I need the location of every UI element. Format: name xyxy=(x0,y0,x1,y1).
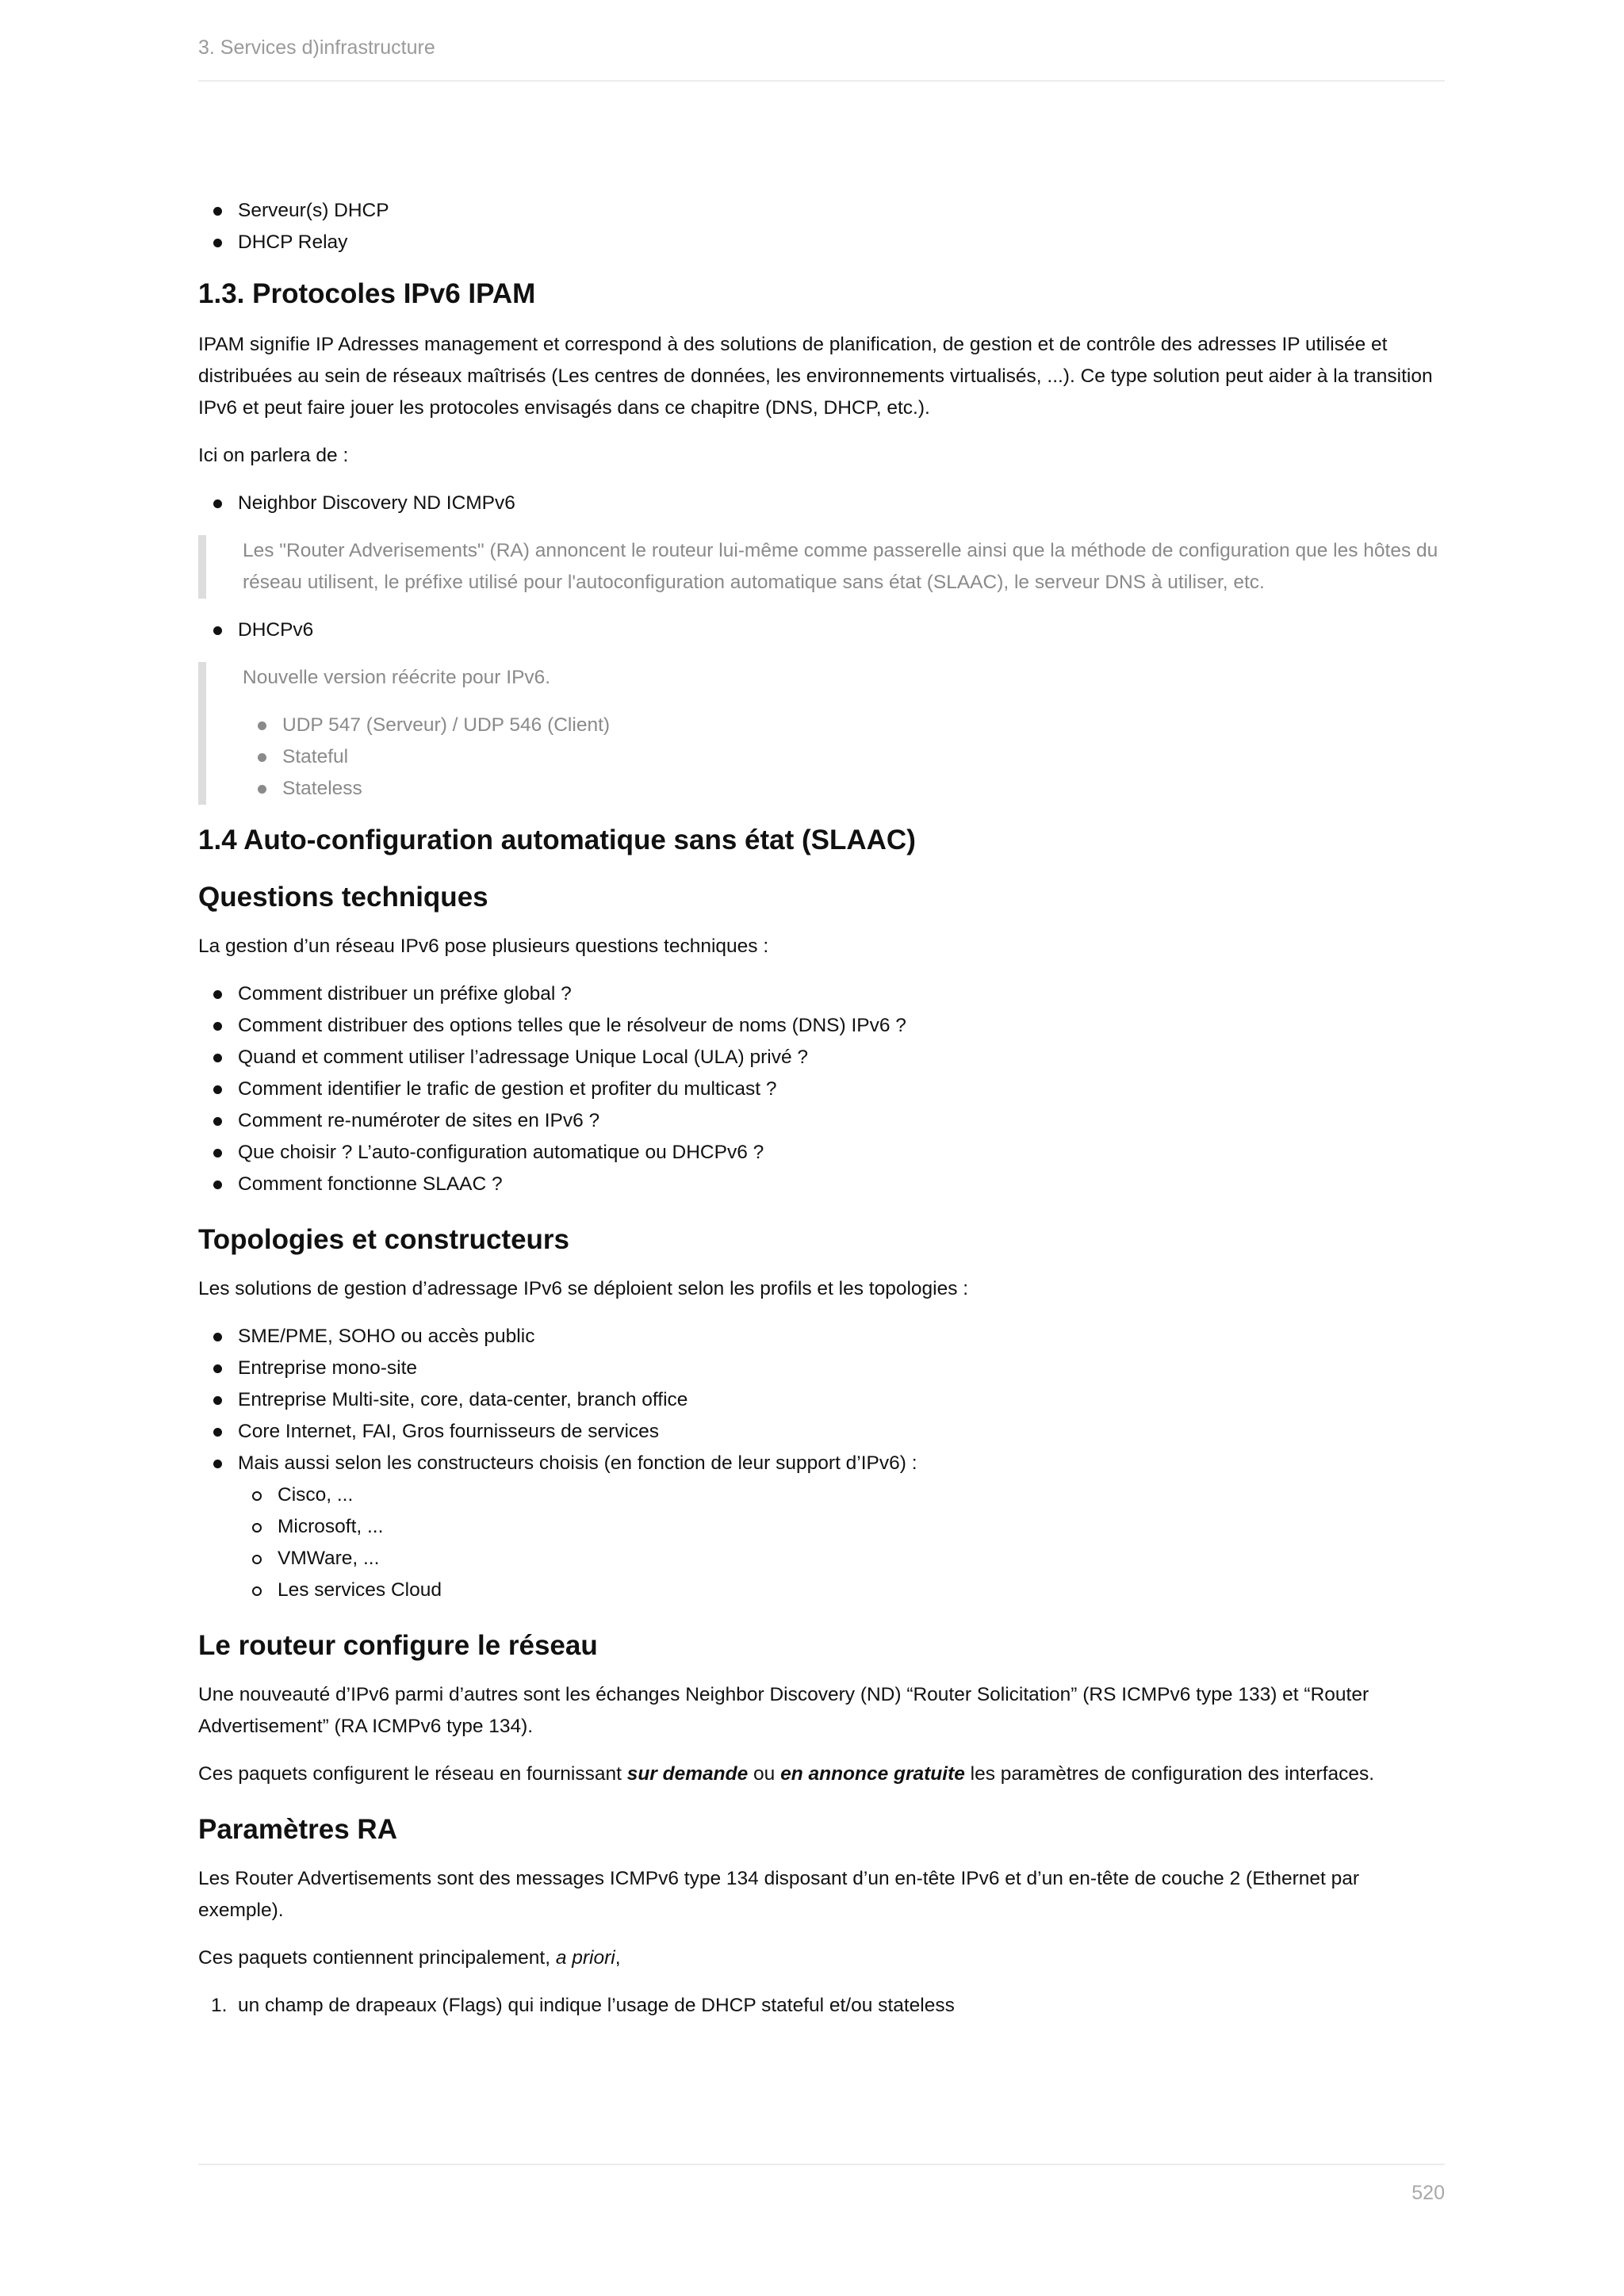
running-header: 3. Services d)infrastructure xyxy=(198,36,435,59)
list-item: Core Internet, FAI, Gros fournisseurs de services xyxy=(198,1416,1445,1448)
list-number: 1. xyxy=(211,1995,228,2016)
list-item: Entreprise mono-site xyxy=(198,1353,1445,1384)
text-run: ou xyxy=(748,1763,781,1785)
section-heading-topologies: Topologies et constructeurs xyxy=(198,1224,570,1255)
list-item xyxy=(198,1448,1445,1606)
list-item-text: un champ de drapeaux (Flags) qui indique l’usage de DHCP stateful et/ou stateless xyxy=(238,1995,955,2016)
list-item: Comment distribuer des options telles que le résolveur de noms (DNS) IPv6 ? xyxy=(198,1010,1445,1042)
list-item: Comment fonctionne SLAAC ? xyxy=(198,1169,1445,1200)
vendors-sublist xyxy=(238,1479,1445,1606)
list-item: Comment re-numéroter de sites en IPv6 ? xyxy=(198,1105,1445,1137)
section-heading-ipam: 1.3. Protocoles IPv6 IPAM xyxy=(198,278,536,309)
list-item: UDP 547 (Serveur) / UDP 546 (Client) xyxy=(243,710,1445,741)
list-item: Que choisir ? L’auto-configuration automatique ou DHCPv6 ? xyxy=(198,1137,1445,1169)
sublist-item: VMWare, ... xyxy=(238,1543,1445,1575)
ipam-list-nd xyxy=(198,488,1445,519)
paragraph: La gestion d’un réseau IPv6 pose plusieurs questions techniques : xyxy=(198,936,769,957)
paragraph-emphasis xyxy=(198,1942,1445,1974)
text-run: , xyxy=(615,1947,621,1969)
text-run: Ces paquets contiennent principalement, xyxy=(198,1947,556,1969)
list-item: Comment identifier le trafic de gestion et profiter du multicast ? xyxy=(198,1073,1445,1105)
list-item: Comment distribuer un préfixe global ? xyxy=(198,978,1445,1010)
section-heading-router: Le routeur configure le réseau xyxy=(198,1630,598,1661)
bold-italic-run: en annonce gratuite xyxy=(780,1763,965,1785)
list-item: DHCP Relay xyxy=(198,227,1445,258)
italic-run: a priori xyxy=(555,1947,615,1969)
bold-italic-run: sur demande xyxy=(626,1763,749,1785)
paragraph: Une nouveauté d’IPv6 parmi d’autres sont les échanges Neighbor Discovery (ND) “Router Solicitation” (RS ICMPv6 type 133) et “Router Advertisement” (RA ICMPv6 type 134). xyxy=(198,1684,1369,1737)
topologies-list xyxy=(198,1321,1445,1606)
page-content xyxy=(198,195,1445,2038)
quote-text: Nouvelle version réécrite pour IPv6. xyxy=(243,667,551,688)
questions-list xyxy=(198,978,1445,1200)
paragraph: Les Router Advertisements sont des messages ICMPv6 type 134 disposant d’un en-tête IPv6 et d’un en-tête de couche 2 (Ethernet par exemple). xyxy=(198,1868,1360,1921)
header-divider xyxy=(198,80,1445,82)
list-item: SME/PME, SOHO ou accès public xyxy=(198,1321,1445,1353)
sublist-item: Microsoft, ... xyxy=(238,1511,1445,1543)
quote-text: Les "Router Adverisements" (RA) annoncent le routeur lui-même comme passerelle ainsi que la méthode de configuration que les hôtes du réseau utilisent, le préfixe utilisé pour l'autoconfiguration automatique sans état (SLAAC), le serveur DNS à utiliser, etc. xyxy=(243,540,1438,593)
blockquote-nd xyxy=(198,535,1445,599)
list-item: Neighbor Discovery ND ICMPv6 xyxy=(198,488,1445,519)
sublist-item: Cisco, ... xyxy=(238,1479,1445,1511)
list-item: Quand et comment utiliser l’adressage Unique Local (ULA) privé ? xyxy=(198,1042,1445,1073)
text-run: Ces paquets configurent le réseau en fournissant xyxy=(198,1763,627,1785)
paragraph: IPAM signifie IP Adresses management et correspond à des solutions de planification, de gestion et de contrôle des adresses IP utilisée et distribuées au sein de réseaux maîtrisés (Les centres de données, les environnements virtualisés, ...). Ce type solution peut aider à la transition IPv6 et peut faire jouer les protocoles envisagés dans ce chapitre (DNS, DHCP, etc.). xyxy=(198,334,1433,419)
list-item: Stateless xyxy=(243,773,1445,805)
list-item: Stateful xyxy=(243,741,1445,773)
ra-ordered-list xyxy=(198,1990,1445,2022)
quote-list xyxy=(243,710,1445,805)
page-number: 520 xyxy=(1411,2182,1445,2204)
paragraph: Ici on parlera de : xyxy=(198,445,349,466)
list-item-text: Mais aussi selon les constructeurs choisis (en fonction de leur support d’IPv6) : xyxy=(238,1452,917,1474)
paragraph-emphasis xyxy=(198,1758,1445,1790)
sublist-item: Les services Cloud xyxy=(238,1575,1445,1606)
blockquote-dhcpv6 xyxy=(198,662,1445,805)
intro-list xyxy=(198,195,1445,258)
section-heading-questions: Questions techniques xyxy=(198,882,488,913)
section-heading-ra: Paramètres RA xyxy=(198,1814,397,1845)
paragraph: Les solutions de gestion d’adressage IPv6 se déploient selon les profils et les topologies : xyxy=(198,1278,969,1299)
footer-divider xyxy=(198,2164,1445,2165)
section-heading-slaac: 1.4 Auto-configuration automatique sans état (SLAAC) xyxy=(198,825,916,855)
list-item: Entreprise Multi-site, core, data-center, branch office xyxy=(198,1384,1445,1416)
list-item xyxy=(198,1990,1445,2022)
list-item: DHCPv6 xyxy=(198,614,1445,646)
text-run: les paramètres de configuration des interfaces. xyxy=(964,1763,1375,1785)
list-item: Serveur(s) DHCP xyxy=(198,195,1445,227)
ipam-list-dhcpv6 xyxy=(198,614,1445,646)
